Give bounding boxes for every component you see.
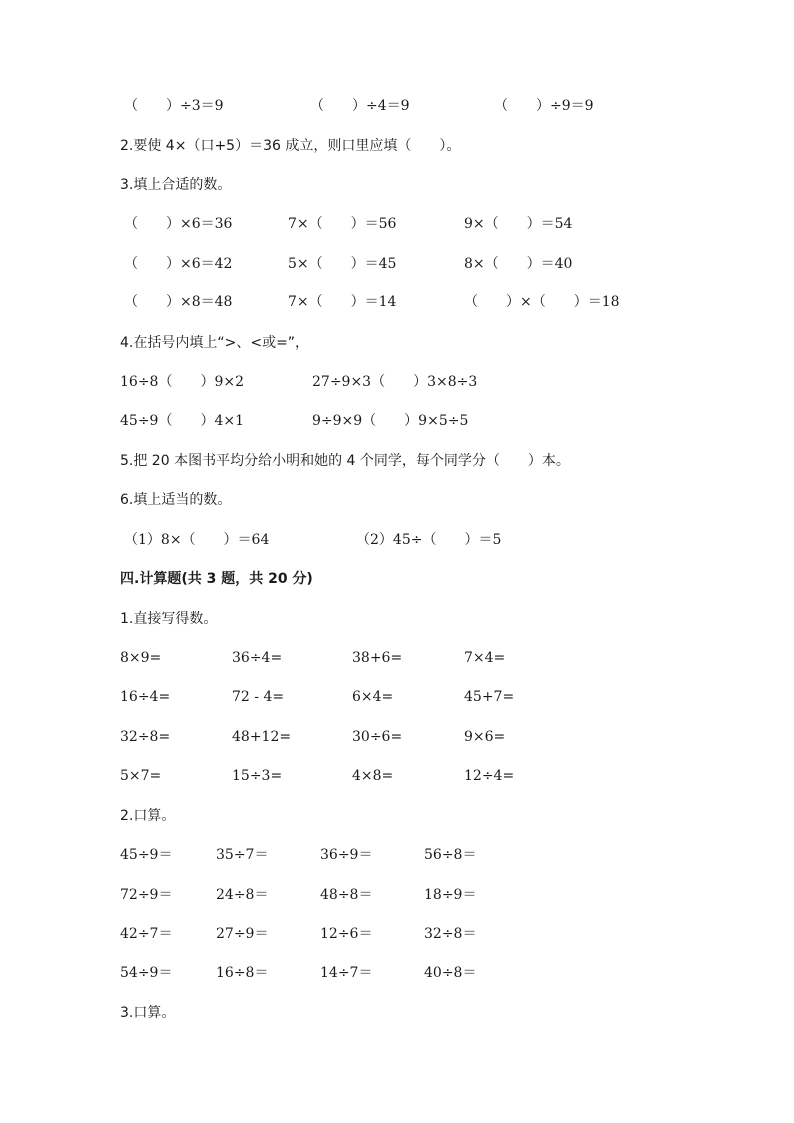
c1-r4-c2: 15÷3=: [232, 768, 283, 784]
calc-2-title: 2.口算。: [120, 808, 176, 824]
c2-r4-c4: 40÷8＝: [424, 965, 477, 981]
q4-r1-c1: 16÷8（ ）9×2: [120, 374, 244, 390]
c1-r1-c2: 36÷4=: [232, 650, 283, 666]
calc-3-title: 3.口算。: [120, 1005, 176, 1021]
q4-r2-c2: 9÷9×9（ ）9×5÷5: [312, 413, 469, 429]
c1-r4-c1: 5×7=: [120, 768, 162, 784]
c1-r3-c3: 30÷6=: [352, 729, 403, 745]
c1-r2-c4: 45+7=: [464, 689, 515, 705]
q6-item-1: （1）8×（ ）＝64: [124, 532, 270, 548]
q1-item-2: （ ）÷4＝9: [310, 98, 410, 114]
c1-r1-c1: 8×9=: [120, 650, 162, 666]
c2-r4-c3: 14÷7＝: [320, 965, 373, 981]
c1-r2-c1: 16÷4=: [120, 689, 171, 705]
q3-r2-c3: 8×（ ）＝40: [464, 256, 573, 272]
q1-item-3: （ ）÷9＝9: [494, 98, 594, 114]
c2-r2-c2: 24÷8＝: [216, 887, 269, 903]
c1-r3-c1: 32÷8=: [120, 729, 171, 745]
q3-r1-c3: 9×（ ）＝54: [464, 216, 573, 232]
section-4-title: 四.计算题(共 3 题，共 20 分): [120, 571, 313, 587]
q3-r1-c1: （ ）×6＝36: [124, 216, 233, 232]
calc-1-title: 1.直接写得数。: [120, 611, 218, 627]
c2-r1-c3: 36÷9＝: [320, 847, 373, 863]
c1-r4-c3: 4×8=: [352, 768, 394, 784]
question-3-title: 3.填上合适的数。: [120, 177, 232, 193]
c1-r3-c4: 9×6=: [464, 729, 506, 745]
q4-r2-c1: 45÷9（ ）4×1: [120, 413, 244, 429]
c2-r4-c2: 16÷8＝: [216, 965, 269, 981]
c1-r2-c2: 72 - 4=: [232, 689, 285, 705]
c2-r3-c1: 42÷7＝: [120, 926, 173, 942]
c1-r2-c3: 6×4=: [352, 689, 394, 705]
q6-item-2: （2）45÷（ ）＝5: [356, 532, 502, 548]
c1-r1-c3: 38+6=: [352, 650, 403, 666]
question-2: 2.要使 4×（口+5）＝36 成立，则口里应填（ ）。: [120, 138, 461, 154]
q3-r3-c1: （ ）×8＝48: [124, 294, 233, 310]
c1-r3-c2: 48+12=: [232, 729, 292, 745]
q3-r2-c1: （ ）×6＝42: [124, 256, 233, 272]
c2-r1-c1: 45÷9＝: [120, 847, 173, 863]
question-4-title: 4.在括号内填上“>、<或=”，: [120, 335, 310, 351]
c2-r3-c3: 12÷6＝: [320, 926, 373, 942]
c2-r3-c2: 27÷9＝: [216, 926, 269, 942]
c2-r1-c2: 35÷7＝: [216, 847, 269, 863]
c2-r3-c4: 32÷8＝: [424, 926, 477, 942]
question-5: 5.把 20 本图书平均分给小明和她的 4 个同学，每个同学分（ ）本。: [120, 453, 570, 469]
q3-r3-c3: （ ）×（ ）＝18: [464, 294, 620, 310]
c2-r2-c4: 18÷9＝: [424, 887, 477, 903]
c2-r2-c3: 48÷8＝: [320, 887, 373, 903]
q4-r1-c2: 27÷9×3（ ）3×8÷3: [312, 374, 478, 390]
c2-r1-c4: 56÷8＝: [424, 847, 477, 863]
q3-r3-c2: 7×（ ）＝14: [288, 294, 397, 310]
q3-r1-c2: 7×（ ）＝56: [288, 216, 397, 232]
c2-r2-c1: 72÷9＝: [120, 887, 173, 903]
c1-r1-c4: 7×4=: [464, 650, 506, 666]
c1-r4-c4: 12÷4=: [464, 768, 515, 784]
q3-r2-c2: 5×（ ）＝45: [288, 256, 397, 272]
q1-item-1: （ ）÷3＝9: [124, 98, 224, 114]
question-6-title: 6.填上适当的数。: [120, 492, 232, 508]
c2-r4-c1: 54÷9＝: [120, 965, 173, 981]
